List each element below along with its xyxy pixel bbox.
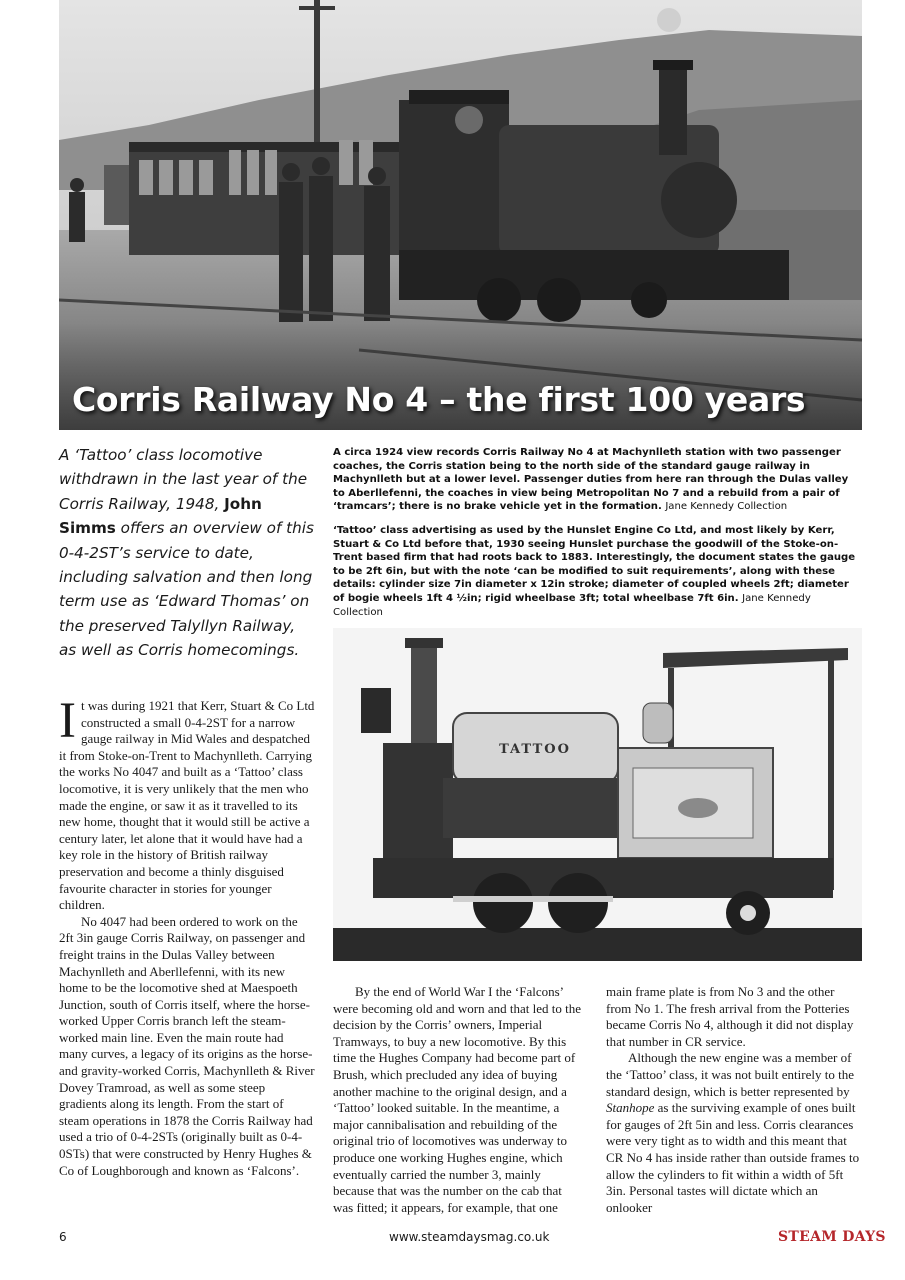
paragraph	[606, 1050, 862, 1216]
standfirst	[59, 443, 317, 663]
paragraph-text: as the surviving example of ones built for gauges of 2ft 5in and less. Corris clearances were very tight as to width and this meant that CR No 4 has inside rather than outside frames to allow the cylinders to fit within a width of 5ft 3in. Personal tastes will dictate which an onlooker	[606, 1100, 860, 1215]
hero-photo	[59, 0, 862, 430]
advert-photo-illustration	[333, 628, 862, 961]
photo-credit: Jane Kennedy Collection	[333, 592, 811, 618]
paragraph-text: t was during 1921 that Kerr, Stuart & Co Ltd constructed a small 0-4-2ST for a narrow gauge railway in Mid Wales and despatched it from Stoke-on-Trent to Machynlleth. Carrying the works No 4047 and built as a ‘Tattoo’ class locomotive, it is very unlikely that the men who made the engine, or saw it as it travelled to its new home, thought that it would still be active a century later, let alone that it would have had a key role in the history of British railway preservation and become a thinly disguised favourite character in stories for younger children.	[59, 698, 315, 913]
paragraph: main frame plate is from No 3 and the other from No 1. The fresh arrival from the Potteries became Corris No 4, although it did not display that number in CR service.	[606, 984, 854, 1049]
brand-logo: STEAM DAYS	[778, 1229, 886, 1245]
standfirst-lead: A ‘Tattoo’ class locomotive withdrawn in the last year of the Corris Railway, 1948,	[59, 446, 308, 513]
paragraph: By the end of World War I the ‘Falcons’ were becoming old and worn and that led to the decision by the Corris’ owners, Imperial Tramways, to buy a new locomotive. By this time the Hughes Company had become part of Brush, which precluded any idea of buying another machine to the original design, and a ‘Tattoo’ looked suitable. In the meantime, a major cannibalisation and rebuilding of the original trio of locomotives was underway to produce one working Hughes engine, which eventually carried the number 3, mainly because that was the number on the cab that was fitted; it appears, for example, that one	[333, 984, 582, 1215]
author-name: John Simms	[59, 494, 262, 538]
caption-text: A circa 1924 view records Corris Railway No 4 at Machynlleth station with two passenger coaches, the Corris station being to the north side of the standard gauge railway in Machynlleth but at a lower level. Passenger duties from here ran through the Dulas valley to Aberllefenni, the coaches in view being Metropolitan No 7 and a rebuild from a pair of ‘tramcars’; there is no brake vehicle yet in the formation.	[333, 447, 849, 513]
caption-text: ‘Tattoo’ class advertising as used by the Hunslet Engine Co Ltd, and most likely by Kerr, Stuart & Co Ltd before that, 1930 seeing Hunslet purchase the goodwill of the Stoke-on-Trent based firm that had roots back to 1883. Interestingly, the document states the gauge to be 2ft 6in, but with the note ‘can be modified to suit requirements’, along with these details: cylinder size 7in diameter x 12in stroke; diameter of coupled wheels 2ft; diameter of bogie wheels 1ft 4 ½in; rigid wheelbase 3ft; total wheelbase 7ft 6in.	[333, 525, 856, 604]
paragraph: No 4047 had been ordered to work on the 2ft 3in gauge Corris Railway, on passenger and freight trains in the Dulas Valley between Machynlleth and Aberllefenni, with its new home to be the locomotive shed at Maespoeth Junction, south of Corris itself, where the horse-worked Upper Corris branch left the steam-worked main line. Even the main route had many curves, a legacy of its origins as the horse- and gravity-worked Corris, Machynlleth & River Dovey Tramroad, as well as some steep gradients along its length. From the start of steam operations in 1878 the Corris Railway had used a trio of 0-4-2STs (originally built as 0-4-0STs) that were constructed by Henry Hughes & Co of Loughborough and known as ‘Falcons’.	[59, 913, 315, 1178]
loco-name: Stanhope	[606, 1100, 655, 1116]
advert-photo	[333, 628, 862, 961]
caption-hero-photo	[333, 446, 863, 514]
drop-cap: I	[59, 693, 76, 749]
body-column-3	[606, 984, 862, 1216]
page-number: 6	[59, 1230, 67, 1244]
body-column-1	[59, 693, 315, 1179]
paragraph	[59, 693, 315, 914]
caption-advert	[333, 524, 863, 619]
tank-label: TATTOO	[499, 742, 571, 757]
photo-credit: Jane Kennedy Collection	[665, 501, 788, 513]
standfirst-rest: offers an overview of this 0-4-2ST’s service to date, including salvation and then long term use as ‘Edward Thomas’ on the preserved Talyllyn Railway, as well as Corris homecomings.	[59, 519, 314, 660]
paragraph-text: Although the new engine was a member of the ‘Tattoo’ class, it was not built entirely to the standard design, which is better represented by	[606, 1050, 854, 1099]
body-column-2	[333, 984, 583, 1216]
hero-photo-illustration	[59, 0, 862, 430]
headline: Corris Railway No 4 – the first 100 years	[72, 380, 806, 419]
footer-url[interactable]: www.steamdaysmag.co.uk	[389, 1230, 550, 1244]
